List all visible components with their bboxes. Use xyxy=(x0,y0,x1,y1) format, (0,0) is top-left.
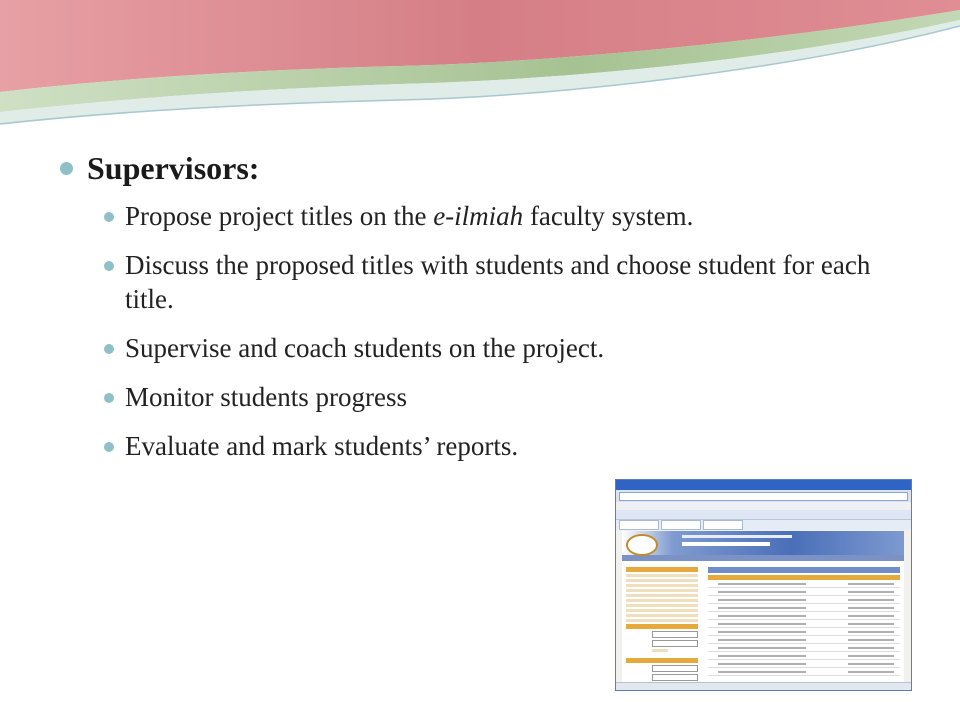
bullet-icon xyxy=(104,442,114,452)
bullet-icon xyxy=(104,212,114,222)
list-item: Monitor students progress xyxy=(104,380,920,414)
list-item: Propose project titles on the e-ilmiah faculty system. xyxy=(104,199,920,233)
heading-row xyxy=(60,150,920,187)
browser-status-bar xyxy=(616,682,911,690)
bullet-icon xyxy=(104,261,114,271)
site-main-table xyxy=(708,567,900,678)
browser-favorites-bar xyxy=(616,510,911,520)
bullet-icon xyxy=(104,393,114,403)
system-screenshot-thumbnail xyxy=(615,479,912,691)
list-item: Discuss the proposed titles with students and choose student for each title. xyxy=(104,248,920,316)
site-logo xyxy=(626,534,658,556)
bullet-list xyxy=(60,199,920,463)
slide-content xyxy=(60,150,920,478)
browser-address-bar xyxy=(616,490,911,502)
site-sidebar xyxy=(626,567,698,683)
site-nav xyxy=(622,555,904,561)
bullet-icon xyxy=(60,162,73,175)
website-page xyxy=(622,531,904,683)
browser-tabs xyxy=(616,520,911,530)
bullet-icon xyxy=(104,344,114,354)
browser-menu-bar xyxy=(616,502,911,510)
list-item: Supervise and coach students on the project. xyxy=(104,331,920,365)
site-banner xyxy=(622,531,904,555)
browser-title-bar xyxy=(616,480,911,490)
list-item: Evaluate and mark students’ reports. xyxy=(104,429,920,463)
header-wave-decoration xyxy=(0,0,960,140)
slide-heading: Supervisors: xyxy=(87,150,260,186)
